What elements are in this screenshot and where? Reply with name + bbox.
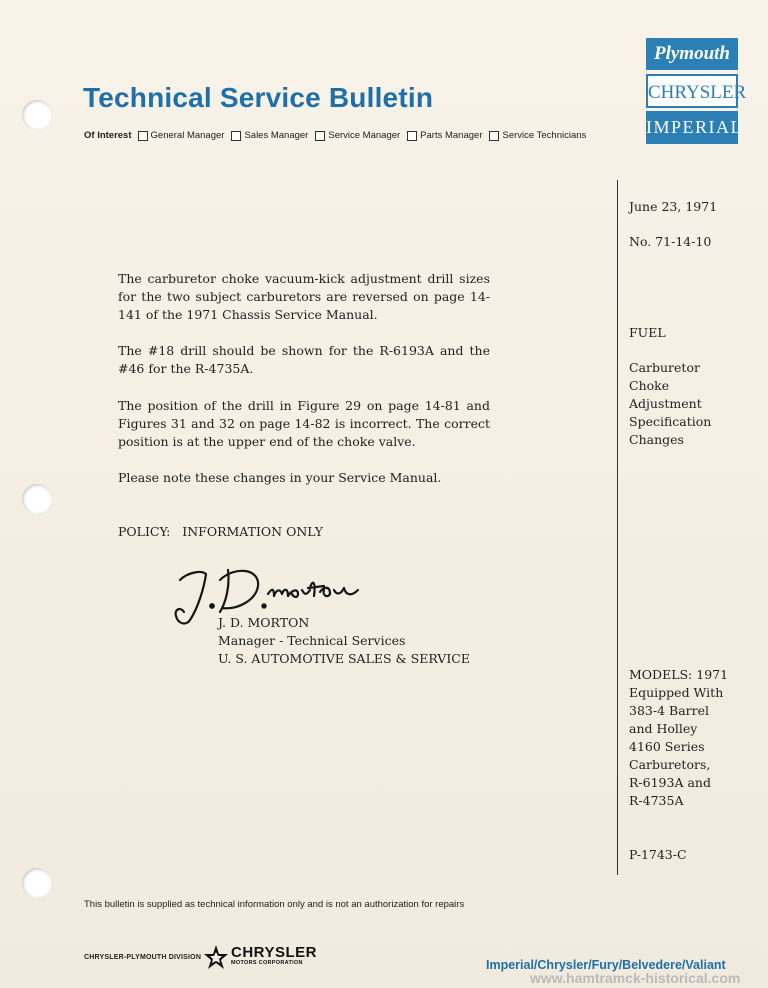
body-paragraph: The position of the drill in Figure 29 on page 14-81 and Figures 31 and 32 on page 14-82 is incorrect. The correct position is at the upper end of the choke valve. <box>118 398 490 449</box>
models-line: 4160 Series <box>629 739 705 754</box>
punch-hole <box>22 100 52 130</box>
of-interest-label: Of Interest <box>84 130 132 141</box>
pentastar-icon <box>203 944 229 970</box>
checkbox-icon[interactable] <box>489 131 499 141</box>
recipient-option[interactable]: Parts Manager <box>407 130 482 141</box>
form-number: P-1743-C <box>629 847 687 862</box>
bulletin-title: Technical Service Bulletin <box>83 82 434 113</box>
checkbox-icon[interactable] <box>231 131 241 141</box>
sidebar-divider <box>617 180 618 875</box>
subject-line: Changes <box>629 432 684 447</box>
recipient-option[interactable]: Sales Manager <box>231 130 308 141</box>
checkbox-icon[interactable] <box>315 131 325 141</box>
recipient-option[interactable]: Service Technicians <box>489 130 586 141</box>
body-paragraph: The carburetor choke vacuum-kick adjustment drill sizes for the two subject carburetors are reversed on page 14-141 of the 1971 Chassis Service Manual. <box>118 271 490 322</box>
body-paragraph: The #18 drill should be shown for the R-6193A and the #46 for the R-4735A. <box>118 343 490 376</box>
bulletin-category: FUEL <box>629 325 666 340</box>
plymouth-logo: Plymouth <box>646 38 738 70</box>
recipient-option[interactable]: Service Manager <box>315 130 400 141</box>
website-watermark: www.hamtramck-historical.com <box>530 970 741 986</box>
imperial-logo: IMPERIAL <box>646 111 738 144</box>
corp-logo-name: CHRYSLER <box>231 944 317 961</box>
body-paragraph: Please note these changes in your Service Manual. <box>118 470 442 485</box>
models-line: Carburetors, <box>629 757 711 772</box>
punch-hole <box>22 484 52 514</box>
models-line: Equipped With <box>629 685 724 700</box>
bulletin-date: June 23, 1971 <box>629 199 718 214</box>
of-interest-row <box>84 130 593 141</box>
subject-block <box>629 359 711 449</box>
subject-line: Specification <box>629 414 712 429</box>
brand-line: Imperial/Chrysler/Fury/Belvedere/Valiant <box>486 958 726 972</box>
footer-disclaimer: This bulletin is supplied as technical information only and is not an authorization for repairs <box>84 899 465 910</box>
corp-logo-subtitle: MOTORS CORPORATION <box>231 960 303 966</box>
models-line: R-6193A and <box>629 775 711 790</box>
policy-line: POLICY: INFORMATION ONLY <box>118 524 324 539</box>
recipient-option[interactable]: General Manager <box>138 130 225 141</box>
punch-hole <box>22 868 52 898</box>
signatory-name: J. D. MORTON <box>218 615 310 630</box>
chrysler-corporation-logo <box>231 946 317 966</box>
subject-line: Adjustment <box>629 396 702 411</box>
bulletin-number: No. 71-14-10 <box>629 234 712 249</box>
checkbox-icon[interactable] <box>138 131 148 141</box>
division-label: CHRYSLER-PLYMOUTH DIVISION <box>84 954 202 961</box>
models-line: 383-4 Barrel <box>629 703 709 718</box>
models-line: MODELS: 1971 <box>629 667 729 682</box>
models-block <box>629 666 728 810</box>
models-line: R-4735A <box>629 793 684 808</box>
signatory-title: Manager - Technical Services <box>218 633 406 648</box>
signatory-block <box>218 614 470 668</box>
models-line: and Holley <box>629 721 698 736</box>
signatory-organization: U. S. AUTOMOTIVE SALES & SERVICE <box>218 651 470 666</box>
chrysler-logo: CHRYSLER <box>646 74 738 108</box>
checkbox-icon[interactable] <box>407 131 417 141</box>
subject-line: Choke <box>629 378 670 393</box>
subject-line: Carburetor <box>629 360 700 375</box>
